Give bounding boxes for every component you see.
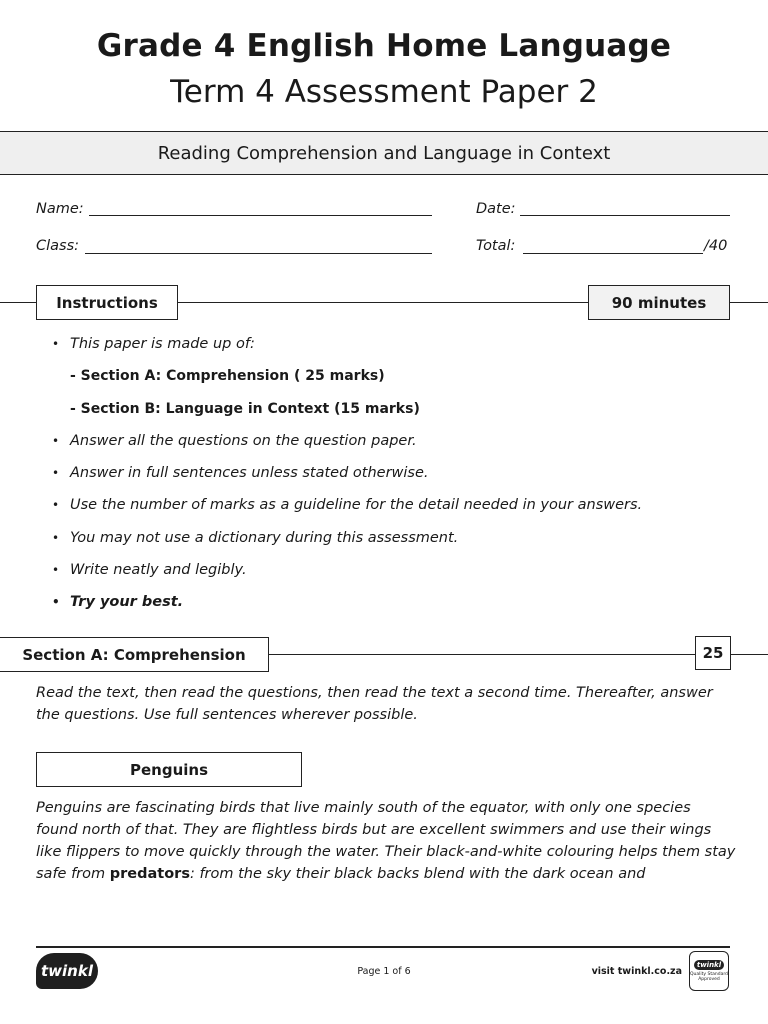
list-item: • Answer all the questions on the question paper. <box>0 425 768 457</box>
class-label: Class: <box>36 238 80 254</box>
section-a-label-box <box>0 637 269 672</box>
reading-passage: Penguins are fascinating birds that live mainly south of the equator, with only one species found north of that. They are flightless birds but are excellent swimmers and use their wings like flippers to move quickly through the water. Their black-and-white colouring helps them stay safe from predators: from the sky their black backs blend with the dark ocean and <box>36 800 736 882</box>
bullet-icon: • <box>52 498 60 513</box>
text-title-box <box>36 752 302 787</box>
quality-badge-icon: twinkl Quality Standard Approved <box>689 951 729 991</box>
document-title: Grade 4 English Home Language <box>96 28 672 64</box>
list-item: • Write neatly and legibly. <box>0 554 768 586</box>
list-item: • Use the number of marks as a guideline for the detail needed in your answers. <box>0 489 768 521</box>
bullet-icon: • <box>52 563 60 578</box>
list-item: • Try your best. <box>0 586 768 618</box>
list-item: • You may not use a dictionary during this assessment. <box>0 522 768 554</box>
footer-rule <box>36 946 730 948</box>
section-a-label: Section A: Comprehension <box>22 645 246 664</box>
bullet-icon: • <box>52 466 60 481</box>
band-text: Reading Comprehension and Language in Context <box>157 142 611 164</box>
name-field[interactable] <box>89 215 432 216</box>
bullet-icon: • <box>52 337 60 351</box>
list-item: - Section A: Comprehension ( 25 marks) <box>70 368 385 385</box>
date-field[interactable] <box>520 215 730 216</box>
instructions-list <box>0 328 768 619</box>
date-label: Date: <box>476 201 516 217</box>
total-field[interactable] <box>523 253 703 254</box>
list-item: - Section B: Language in Context (15 marks) <box>70 400 420 417</box>
bullet-icon: • <box>52 530 60 545</box>
website-link[interactable]: visit twinkl.co.za <box>591 966 682 977</box>
paper-section-band <box>0 131 768 175</box>
text-title: Penguins <box>129 760 208 779</box>
list-item: • This paper is made up of: <box>0 328 768 360</box>
time-allowed: 90 minutes <box>611 293 707 312</box>
twinkl-logo: twinkl <box>36 953 98 989</box>
section-a-marks-box <box>695 636 731 670</box>
time-allowed-box <box>588 285 730 320</box>
total-label: Total: <box>476 238 516 254</box>
document-subtitle: Term 4 Assessment Paper 2 <box>170 74 598 110</box>
bullet-icon: • <box>52 595 60 610</box>
key-term: predators <box>109 866 190 882</box>
section-a-marks: 25 <box>702 644 724 662</box>
name-label: Name: <box>36 201 84 217</box>
section-a-instructions: Read the text, then read the questions, then read the text a second time. Thereafter, answer the questions. Use full sentences wherever possible. <box>36 685 713 723</box>
instructions-label-box <box>36 285 178 320</box>
page-number: Page 1 of 6 <box>357 966 411 977</box>
class-field[interactable] <box>85 253 432 254</box>
total-suffix: /40 <box>704 238 728 254</box>
bullet-icon: • <box>52 433 60 448</box>
instructions-label: Instructions <box>56 293 158 312</box>
list-item: • Answer in full sentences unless stated otherwise. <box>0 457 768 489</box>
